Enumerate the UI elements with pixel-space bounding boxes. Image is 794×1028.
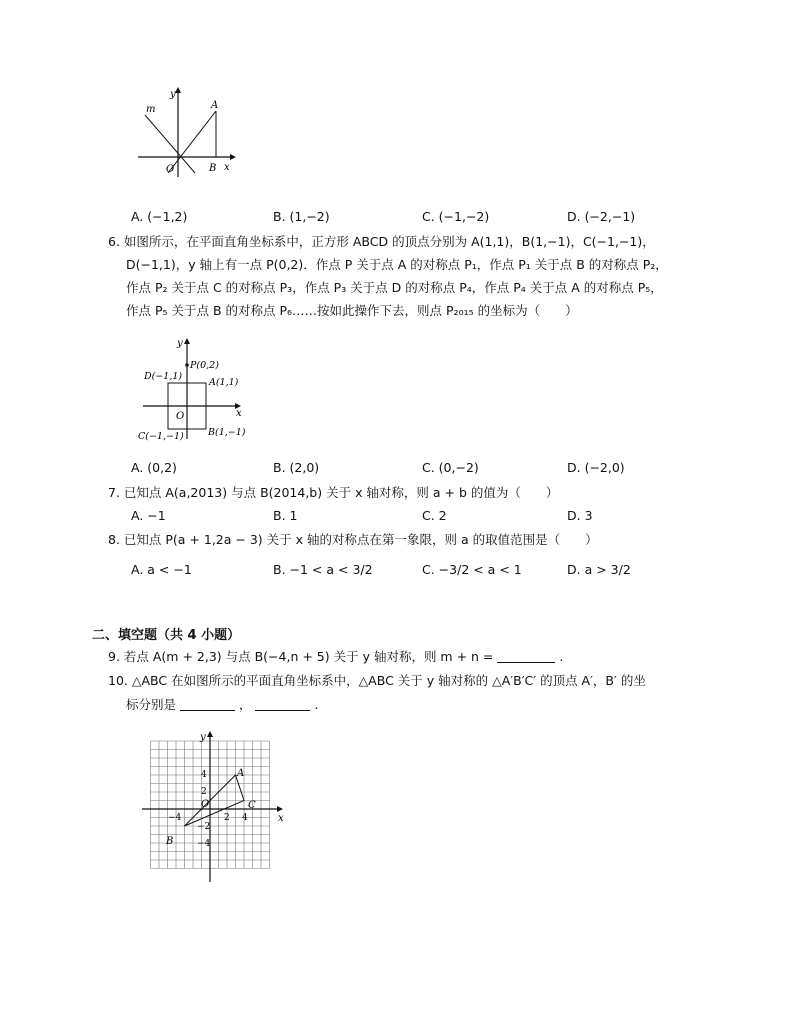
fig2-p-label: P(0,2) <box>190 360 219 371</box>
q10-sep: ， <box>238 697 252 712</box>
fig3-tick-x4: 4 <box>242 813 248 823</box>
q7-option-b[interactable]: B. 1 <box>273 508 298 523</box>
figure-2 <box>135 335 255 445</box>
fig2-y-label: y <box>177 338 183 349</box>
fig3-tick-y2: 2 <box>201 787 207 797</box>
fig2-x-label: x <box>236 408 242 419</box>
q6-option-c[interactable]: C. (0,−2) <box>422 460 479 475</box>
q6-line-4: 作点 P₅ 关于点 B 的对称点 P₆……按如此操作下去，则点 P₂₀₁₅ 的坐标为（ ） <box>126 303 578 318</box>
q10-answer-blank-1[interactable] <box>180 710 235 711</box>
fig3-x-label: x <box>278 813 284 824</box>
q9-answer-blank[interactable] <box>497 662 555 663</box>
q8-option-d[interactable]: D. a > 3/2 <box>567 562 631 577</box>
q5-option-d[interactable]: D. (−2,−1) <box>567 209 636 224</box>
fig3-b-label: B <box>166 836 174 847</box>
fig3-tick-ym4: −4 <box>197 839 211 849</box>
fig3-tick-ym2: −2 <box>197 822 211 832</box>
section-2-title: 二、填空题（共 4 小题） <box>92 628 241 643</box>
q9 <box>108 651 563 664</box>
fig1-x-label: x <box>224 162 230 173</box>
fig3-tick-y4: 4 <box>201 770 207 780</box>
q10-line-2 <box>126 699 318 712</box>
q6-option-a[interactable]: A. (0,2) <box>131 460 177 475</box>
q10-line-1: 10. △ABC 在如图所示的平面直角坐标系中，△ABC 关于 y 轴对称的 △A′B′C′ 的顶点 A′，B′ 的坐 <box>108 673 646 688</box>
q10-line-2-start: 标分别是 <box>126 697 177 712</box>
fig3-tick-x2: 2 <box>224 813 230 823</box>
q9-text: 9. 若点 A(m + 2,3) 与点 B(−4,n + 5) 关于 y 轴对称，则 m + n = <box>108 649 494 664</box>
q7-option-d[interactable]: D. 3 <box>567 508 593 523</box>
fig3-tick-xm4: −4 <box>168 813 182 823</box>
q7-option-c[interactable]: C. 2 <box>422 508 447 523</box>
fig1-o-label: O <box>166 164 175 175</box>
q6-line-2: D(−1,1)，y 轴上有一点 P(0,2)．作点 P 关于点 A 的对称点 P₁，作点 P₁ 关于点 B 的对称点 P₂， <box>126 257 668 272</box>
q6-line-3: 作点 P₂ 关于点 C 的对称点 P₃，作点 P₃ 关于点 D 的对称点 P₄，作点 P₄ 关于点 A 的对称点 P₅， <box>126 280 663 295</box>
fig1-y-label: y <box>170 89 176 100</box>
fig2-d-label: D(−1,1) <box>144 371 183 382</box>
q5-option-a[interactable]: A. (−1,2) <box>131 209 188 224</box>
q6-line-1: 6. 如图所示，在平面直角坐标系中，正方形 ABCD 的顶点分别为 A(1,1)，B(1,−1)，C(−1,−1)， <box>108 234 655 249</box>
q8-option-c[interactable]: C. −3/2 < a < 1 <box>422 562 522 577</box>
fig1-m-label: m <box>146 104 156 115</box>
q10-end: . <box>314 697 319 712</box>
q6-option-d[interactable]: D. (−2,0) <box>567 460 625 475</box>
q5-option-c[interactable]: C. (−1,−2) <box>422 209 490 224</box>
fig3-y-label: y <box>200 732 206 743</box>
fig2-o-label: O <box>176 411 185 422</box>
fig2-a-label: A(1,1) <box>209 377 239 388</box>
fig2-b-label: B(1,−1) <box>208 427 246 438</box>
fig3-a-label: A <box>237 768 245 779</box>
q8-option-b[interactable]: B. −1 < a < 3/2 <box>273 562 373 577</box>
figure-3 <box>140 728 290 883</box>
fig3-c-label: C <box>248 800 256 811</box>
fig1-b-label: B <box>209 163 217 174</box>
q9-end: . <box>559 649 564 664</box>
fig1-a-label: A <box>211 100 219 111</box>
q8-option-a[interactable]: A. a < −1 <box>131 562 192 577</box>
q6-option-b[interactable]: B. (2,0) <box>273 460 320 475</box>
q10-answer-blank-2[interactable] <box>255 710 310 711</box>
q8-text: 8. 已知点 P(a + 1,2a − 3) 关于 x 轴的对称点在第一象限，则 a 的取值范围是（ ） <box>108 532 598 547</box>
q5-option-b[interactable]: B. (1,−2) <box>273 209 330 224</box>
figure-1 <box>130 85 240 180</box>
q7-option-a[interactable]: A. −1 <box>131 508 166 523</box>
fig3-o-label: O <box>201 799 210 810</box>
fig2-c-label: C(−1,−1) <box>138 431 184 442</box>
q7-text: 7. 已知点 A(a,2013) 与点 B(2014,b) 关于 x 轴对称，则 a + b 的值为（ ） <box>108 485 559 500</box>
